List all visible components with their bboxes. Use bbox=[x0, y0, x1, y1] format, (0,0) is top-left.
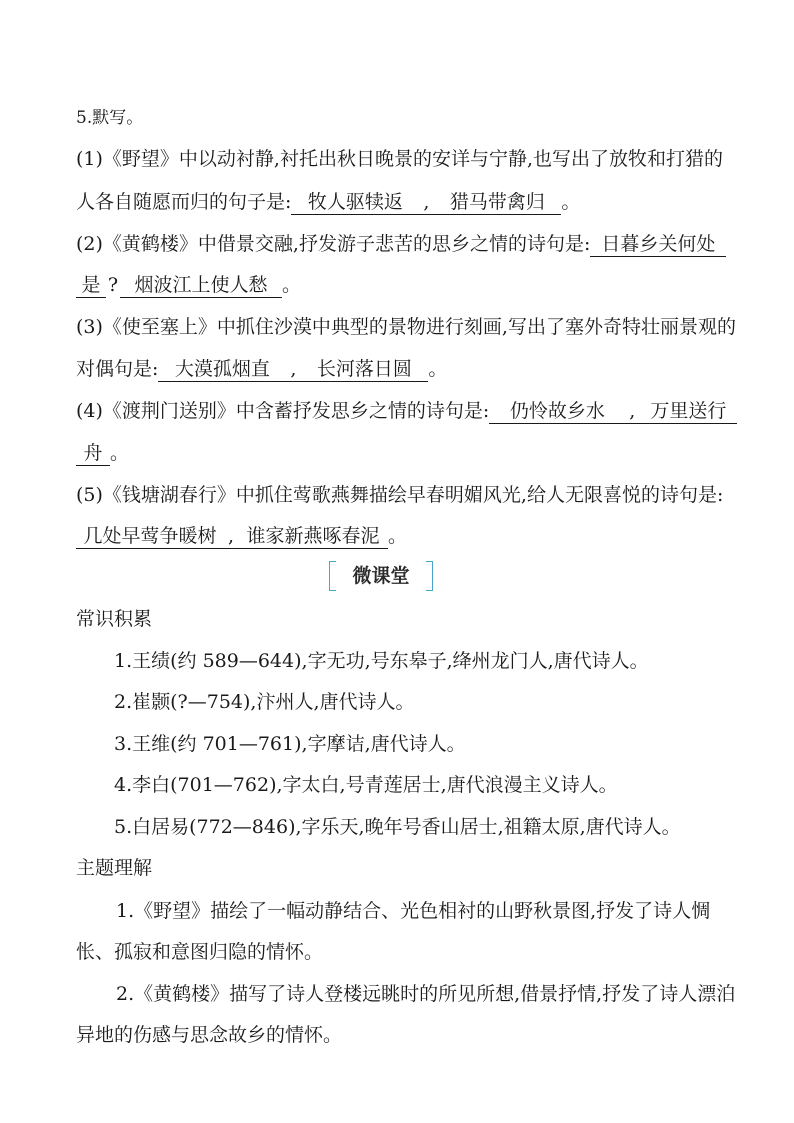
answer-blank: 日暮乡关何处 bbox=[590, 233, 726, 257]
knowledge-item: 3.王维(约 701—761),字摩诘,唐代诗人。 bbox=[114, 733, 466, 755]
question-item-1-line1: (1)《野望》中以动衬静,衬托出秋日晚景的安详与宁静,也写出了放牧和打猎的 bbox=[76, 148, 723, 170]
question-item-1-line2 bbox=[76, 189, 726, 215]
answer-prompt: 对偶句是: bbox=[76, 358, 159, 380]
knowledge-item: 4.李白(701—762),字太白,号青莲居士,唐代浪漫主义诗人。 bbox=[114, 774, 618, 796]
answer-end: 。 bbox=[388, 525, 408, 547]
answer-blank: 万里送行 bbox=[639, 400, 737, 424]
question-item-4-line2 bbox=[76, 440, 726, 466]
question-item-2-line2 bbox=[76, 272, 726, 298]
answer-end: 。 bbox=[282, 274, 302, 296]
question-item-3-line2 bbox=[76, 356, 726, 382]
answer-blank: 几处早莺争暖树 bbox=[76, 525, 224, 549]
theme-item-1-line1: 1.《野望》描绘了一幅动静结合、光色相衬的山野秋景图,抒发了诗人惆 bbox=[116, 900, 711, 922]
theme-item-2-line2: 异地的伤感与思念故乡的情怀。 bbox=[76, 1024, 343, 1046]
knowledge-item: 5.白居易(772—846),字乐天,晚年号香山居士,祖籍太原,唐代诗人。 bbox=[114, 816, 681, 838]
answer-blank: 猎马带禽归 bbox=[433, 191, 561, 215]
answer-separator: , bbox=[625, 400, 639, 424]
answer-separator: , bbox=[286, 358, 300, 382]
answer-end: 。 bbox=[561, 191, 581, 213]
knowledge-title: 常识积累 bbox=[76, 608, 153, 630]
answer-prompt: (2)《黄鹤楼》中借景交融,抒发游子悲苦的思乡之情的诗句是: bbox=[76, 233, 591, 255]
answer-separator: , bbox=[419, 191, 433, 215]
answer-end: 。 bbox=[110, 442, 130, 464]
answer-separator: , bbox=[224, 525, 238, 549]
question-item-3-line1: (3)《使至塞上》中抓住沙漠中典型的景物进行刻画,写出了塞外奇特壮丽景观的 bbox=[76, 316, 736, 338]
answer-blank: 是 bbox=[76, 274, 106, 298]
question-item-4-line1 bbox=[76, 398, 726, 424]
section-heading-box bbox=[329, 561, 433, 591]
answer-blank: 舟 bbox=[76, 442, 110, 466]
theme-item-2-line1: 2.《黄鹤楼》描写了诗人登楼远眺时的所见所想,借景抒情,抒发了诗人漂泊 bbox=[116, 983, 736, 1005]
answer-blank: 仍怜故乡水 bbox=[489, 400, 625, 424]
answer-blank: 谁家新燕啄春泥 bbox=[238, 525, 388, 549]
answer-blank: 长河落日圆 bbox=[300, 358, 428, 382]
knowledge-item: 2.崔颢(?—754),汴州人,唐代诗人。 bbox=[114, 691, 415, 713]
question-item-2-line1 bbox=[76, 231, 726, 257]
answer-blank: 大漠孤烟直 bbox=[158, 358, 286, 382]
question-title: 5.默写。 bbox=[76, 108, 144, 128]
section-heading: 微课堂 bbox=[352, 565, 410, 587]
answer-end: 。 bbox=[428, 358, 448, 380]
question-item-5-line1: (5)《钱塘湖春行》中抓住莺歌燕舞描绘早春明媚风光,给人无限喜悦的诗句是: bbox=[76, 484, 724, 506]
answer-blank: 牧人驱犊返 bbox=[291, 191, 419, 215]
answer-prompt: 人各自随愿而归的句子是: bbox=[76, 191, 292, 213]
knowledge-item: 1.王绩(约 589—644),字无功,号东皋子,绛州龙门人,唐代诗人。 bbox=[114, 650, 649, 672]
question-item-5-line2 bbox=[76, 523, 726, 549]
answer-separator: ? bbox=[107, 274, 119, 296]
theme-title: 主题理解 bbox=[76, 857, 153, 879]
theme-item-1-line2: 怅、孤寂和意图归隐的情怀。 bbox=[76, 941, 324, 963]
answer-blank: 烟波江上使人愁 bbox=[120, 274, 282, 298]
answer-prompt: (4)《渡荆门送别》中含蓄抒发思乡之情的诗句是: bbox=[76, 400, 490, 422]
